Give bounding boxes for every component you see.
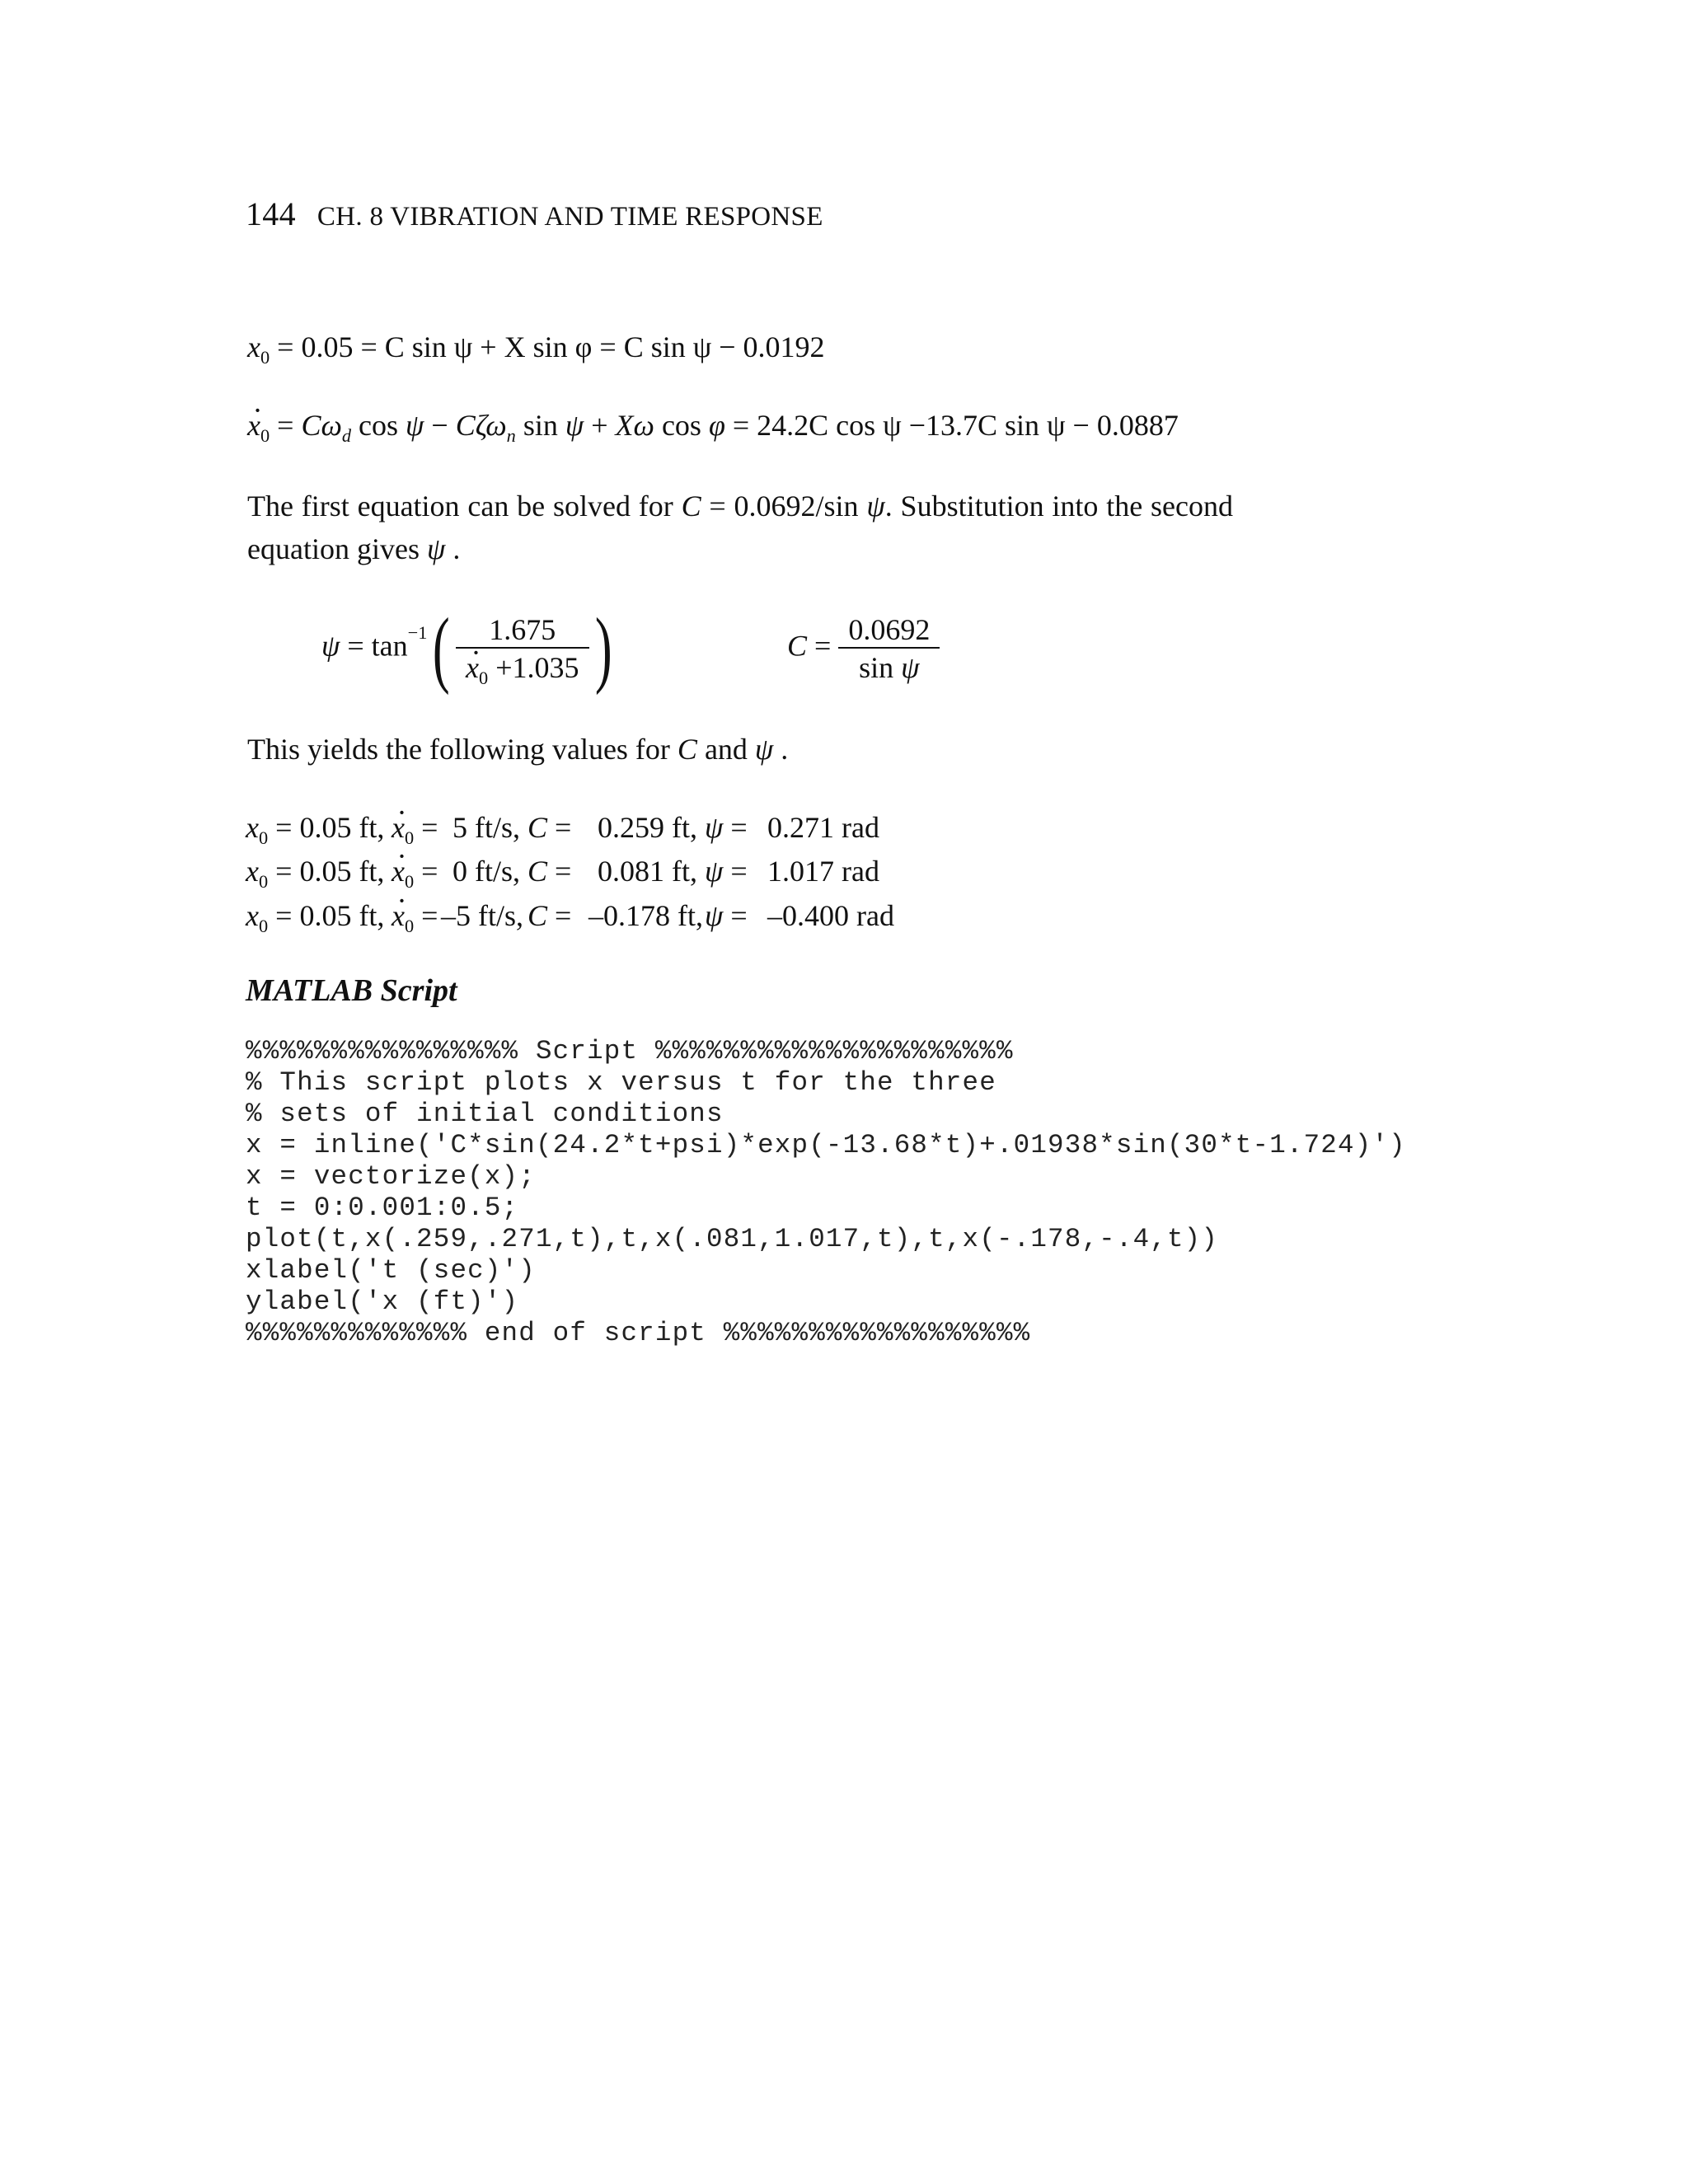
values-row: $x_0 = 0.05$ $ft,\cdot x_0 = 5$ ft/s, C = 0.259 ft, ψ = 0.271 rad bbox=[246, 810, 853, 845]
code-line: % This script plots x versus t for the three bbox=[246, 1067, 996, 1098]
c-value: 0.259 ft, bbox=[598, 811, 697, 844]
psi-formula: $\psi = \tan^{-1}$( 1.675 · $x_0 +1.035$ ) bbox=[321, 606, 617, 691]
page-header bbox=[246, 194, 823, 233]
c-value-text: 0.0692/sin bbox=[734, 490, 867, 523]
code-line: t = 0:0.001:0.5; bbox=[246, 1193, 519, 1223]
x0-value: = 0.05 ft, bbox=[275, 811, 385, 844]
paragraph-text: . bbox=[445, 532, 461, 565]
code-line: xlabel('t (sec)') bbox=[246, 1255, 536, 1286]
c-value: 0.081 ft, bbox=[598, 855, 697, 888]
c-formula: C = $\frac{0.0692}{\text{sin ψ}}$ bbox=[787, 612, 940, 685]
equation-x0-dot-rhs: = 24.2C cos ψ −13.7C sin ψ − 0.0887 bbox=[732, 409, 1179, 442]
psi-denominator: +1.035 bbox=[495, 651, 579, 684]
code-line: % sets of initial conditions bbox=[246, 1099, 724, 1129]
values-row: $x_0 = 0.05$ $ft,\cdot x_0 = 0$ ft/s, C = 0.081 ft, ψ = 1.017 rad bbox=[246, 854, 853, 888]
psi-value: –0.400 rad bbox=[767, 899, 894, 932]
paragraph-values-intro: This yields the following values for C and ψ . bbox=[247, 733, 789, 766]
x0dot-value: 5 ft/s, bbox=[452, 811, 520, 844]
code-line: x = vectorize(x); bbox=[246, 1161, 536, 1192]
paragraph-text: . Substitution into the second equation gives bbox=[247, 490, 1234, 565]
page-number: 144 bbox=[246, 195, 296, 232]
c-value: –0.178 ft, bbox=[588, 899, 703, 932]
values-row: $x_0 = 0.05$ $ft,\cdot x_0 =-5$ ft/s, C = –0.178 ft, ψ = –0.400 rad bbox=[246, 898, 853, 933]
psi-value: 0.271 rad bbox=[767, 811, 879, 844]
c-fraction: $\frac{0.0692}{\text{sin ψ}}$ bbox=[838, 612, 940, 685]
x0-value: = 0.05 ft, bbox=[275, 855, 385, 888]
psi-value: 1.017 rad bbox=[767, 855, 879, 888]
paragraph-text: and bbox=[696, 733, 755, 766]
x0-value: = 0.05 ft, bbox=[275, 899, 385, 932]
equation-x0-dot: · $x_0 = C\omega_d$ cos ψ − Cζω$_n$ sin ψ + Xω cos φ = 24.2C cos ψ −13.7C sin ψ − 0.0887 bbox=[247, 408, 1179, 443]
psi-fraction: 1.675 · $x_0 +1.035$ bbox=[456, 612, 588, 685]
x0dot-value: 0 ft/s, bbox=[452, 855, 520, 888]
paragraph-text: This yields the following values for bbox=[247, 733, 678, 766]
code-line: x = inline('C*sin(24.2*t+psi)*exp(-13.68*t)+.01938*sin(30*t-1.724)') bbox=[246, 1130, 1406, 1160]
paragraph-solve-c: The first equation can be solved for C = 0.0692/sin ψ. Substitution into the second equation gives ψ . bbox=[247, 490, 1234, 565]
equation-x0-rhs: = 0.05 = C sin ψ + X sin φ = C sin ψ − 0.0192 bbox=[277, 330, 825, 363]
code-line: plot(t,x(.259,.271,t),t,x(.081,1.017,t),t,x(-.178,-.4,t)) bbox=[246, 1224, 1219, 1254]
c-denominator: sin bbox=[859, 651, 894, 684]
code-line: %%%%%%%%%%%%%%%% Script %%%%%%%%%%%%%%%%%%%%% bbox=[246, 1036, 1014, 1066]
paragraph-text: The first equation can be solved for bbox=[247, 490, 682, 523]
code-line: ylabel('x (ft)') bbox=[246, 1286, 519, 1317]
paragraph-text: . bbox=[773, 733, 789, 766]
c-numerator: 0.0692 bbox=[848, 613, 931, 646]
code-line: %%%%%%%%%%%%% end of script %%%%%%%%%%%%%%%%%% bbox=[246, 1318, 1031, 1348]
chapter-title: CH. 8 VIBRATION AND TIME RESPONSE bbox=[316, 202, 823, 232]
x0dot-value: –5 ft/s, bbox=[441, 899, 524, 932]
section-title: MATLAB Script bbox=[246, 973, 457, 1008]
equation-x0: $x_0 = 0.05 = C$ sin ψ + X sin φ = C sin ψ − 0.0192 bbox=[247, 330, 825, 368]
psi-numerator: 1.675 bbox=[489, 613, 556, 646]
